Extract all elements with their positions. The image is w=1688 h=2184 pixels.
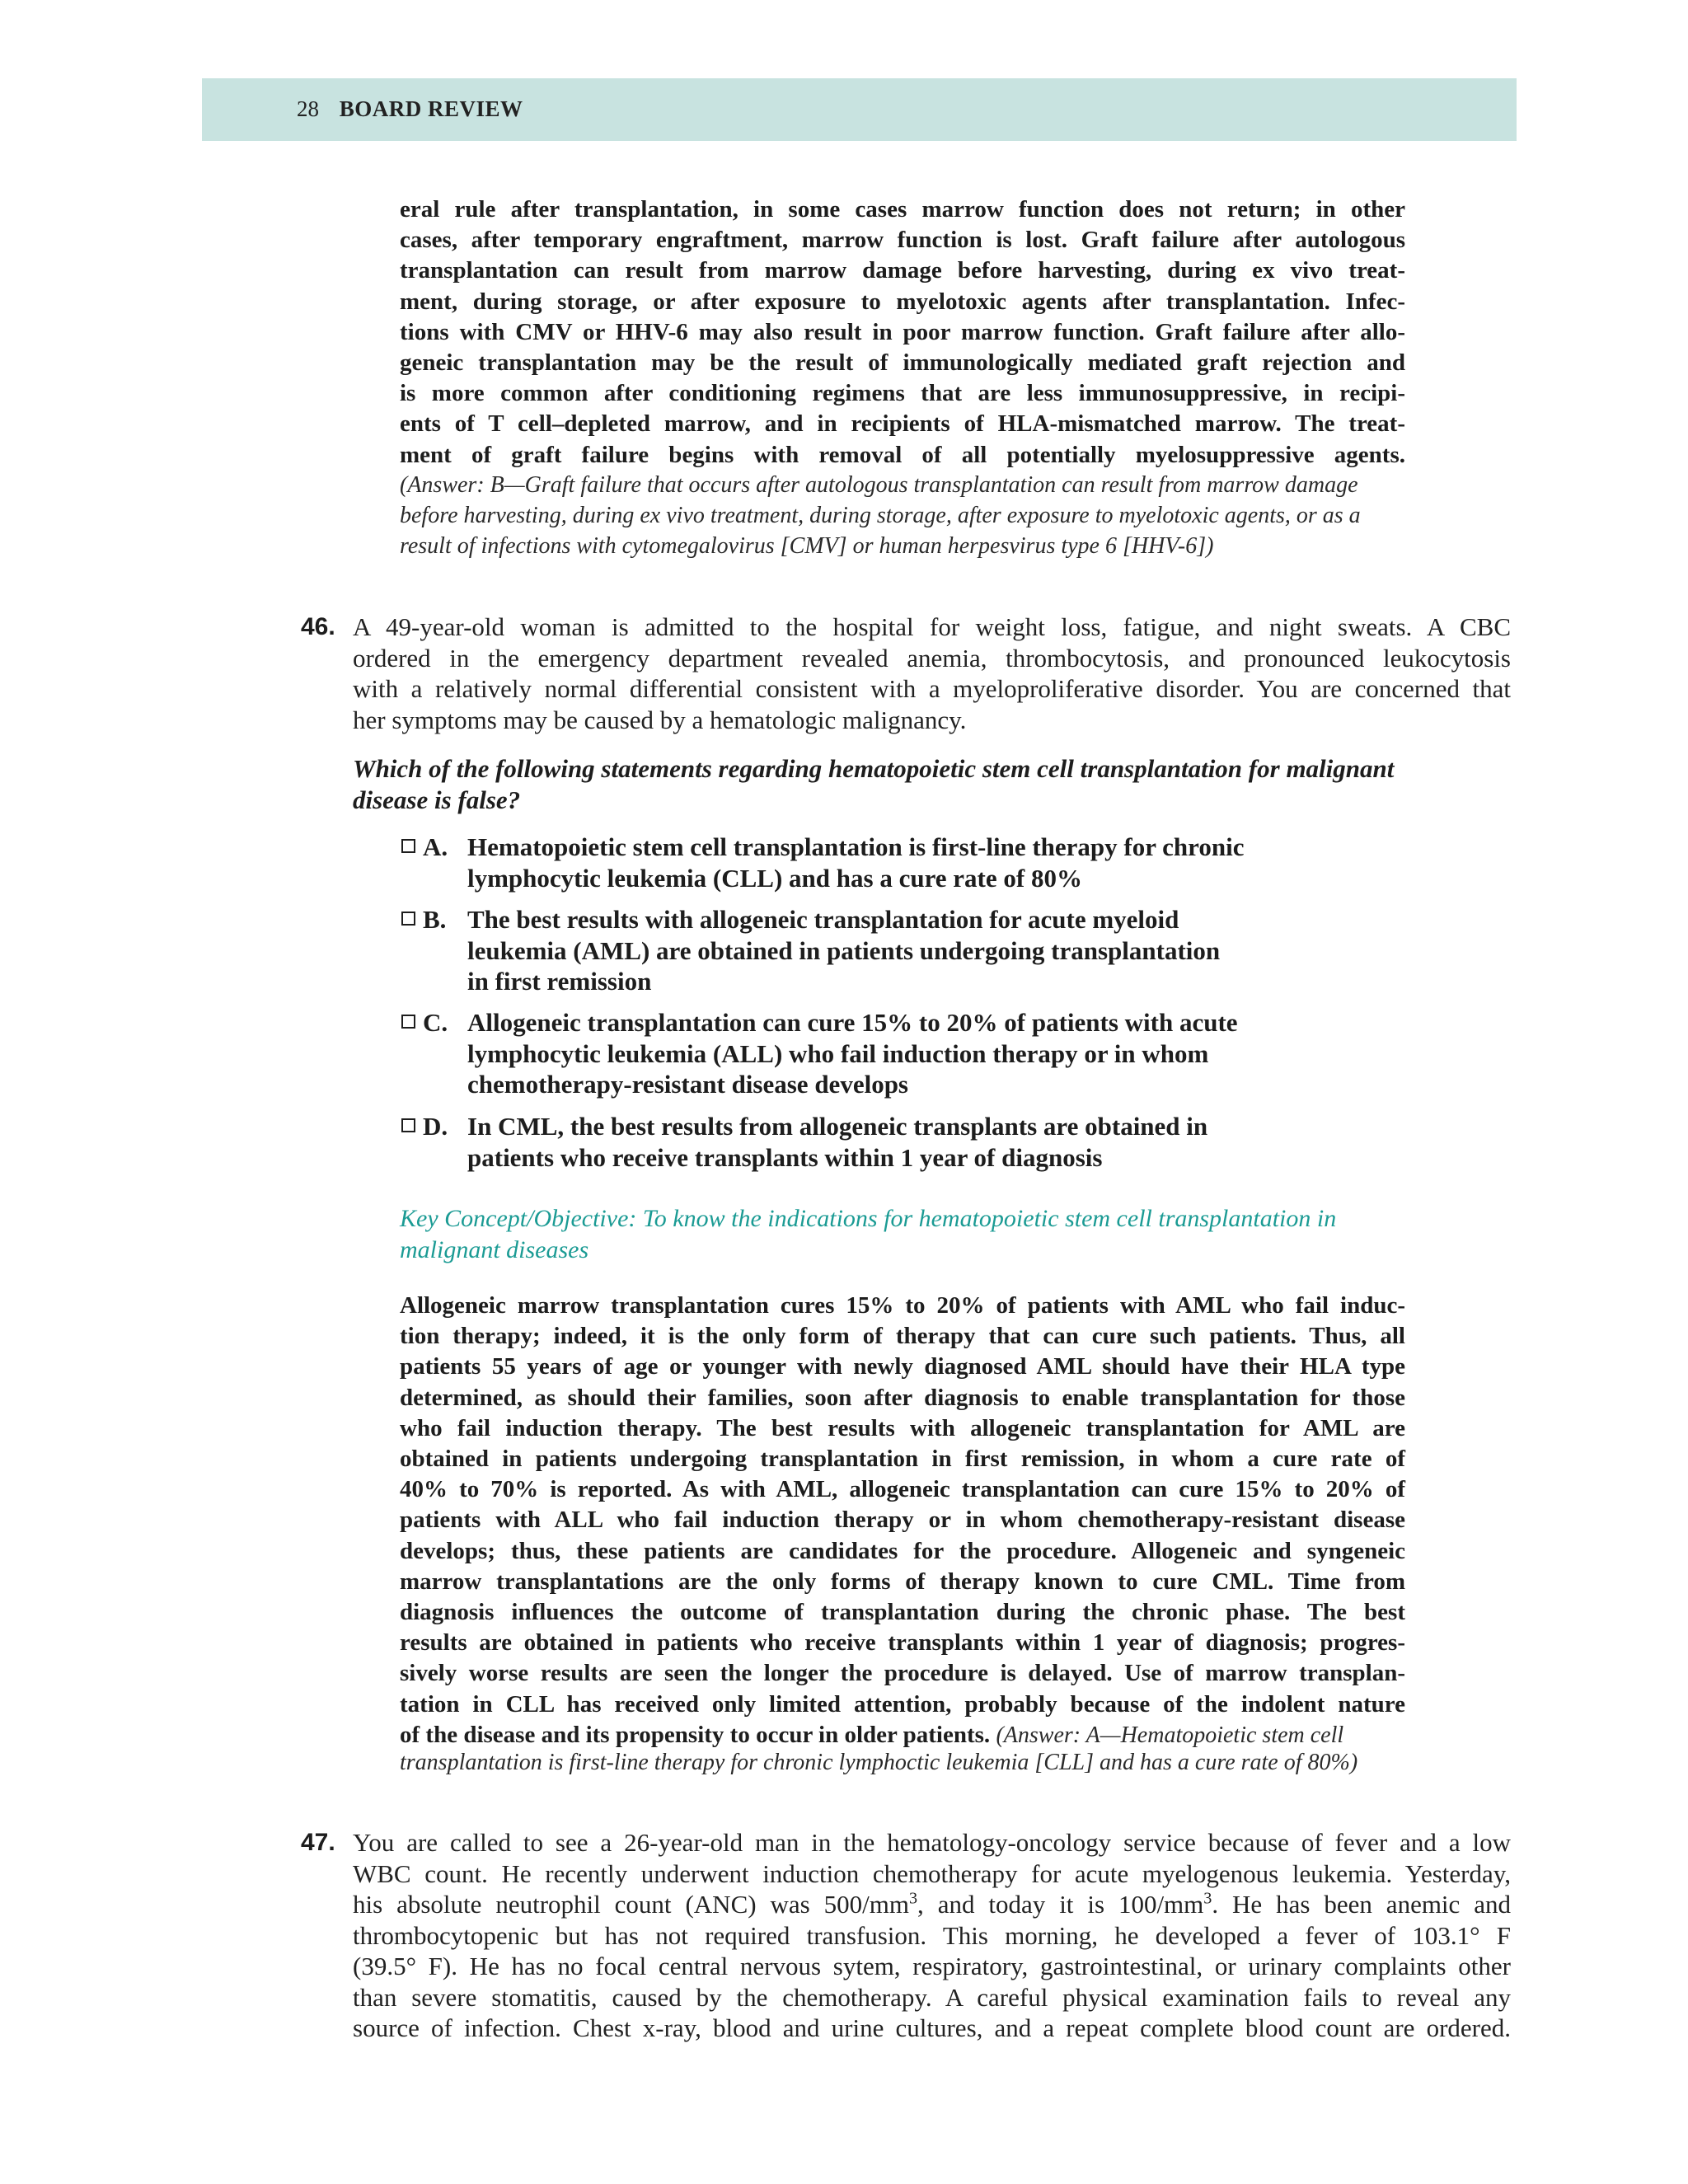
option-line: chemotherapy-resistant disease develops xyxy=(467,1070,908,1099)
option-a[interactable] xyxy=(401,832,1440,894)
option-line: The best results with allogeneic transplantation for acute myeloid xyxy=(467,905,1179,934)
q46-stem-line: ordered in the emergency department revealed anemia, thrombocytosis, and pronounced leukocytosis xyxy=(353,643,1511,673)
q46-explanation xyxy=(400,1291,1405,1750)
q47-text-part: his absolute neutrophil count (ANC) was 500/mm xyxy=(353,1890,909,1919)
checkbox-icon[interactable] xyxy=(401,1118,415,1132)
q46-answer-line2: transplantation is first-line therapy for chronic lymphoctic leukemia [CLL] and has a cure rate of 80%) xyxy=(400,1750,1358,1775)
option-line: leukemia (AML) are obtained in patients undergoing transplantation xyxy=(467,935,1221,965)
option-line: patients who receive transplants within 1 year of diagnosis xyxy=(467,1142,1103,1172)
running-title: BOARD REVIEW xyxy=(339,96,523,121)
q47-stem-line: (39.5° F). He has no focal central nervous sytem, respiratory, gastrointestinal, or urinary complaints other xyxy=(353,1952,1511,1980)
q45-line: ment of graft failure begins with removal of all potentially myelosuppressive agents. xyxy=(400,441,1405,468)
option-d[interactable] xyxy=(401,1111,1440,1174)
option-c[interactable] xyxy=(401,1007,1440,1101)
page-number: 28 xyxy=(297,96,319,121)
q47-stem-line: WBC count. He recently underwent induction chemotherapy for acute myelogenous leukemia. Yesterday, xyxy=(353,1858,1511,1888)
running-header xyxy=(297,96,523,122)
checkbox-icon[interactable] xyxy=(401,839,415,853)
option-text xyxy=(467,832,1245,893)
q47-stem-line: source of infection. Chest x-ray, blood and urine cultures, and a repeat complete blood count are ordered. xyxy=(353,2013,1511,2042)
q46-expl-line: tation in CLL has received only limited attention, probably because of the indolent nature xyxy=(400,1690,1405,1718)
q45-explanation xyxy=(400,194,1405,471)
option-letter: B. xyxy=(423,905,447,934)
q46-expl-line: Allogeneic marrow transplantation cures 15% to 20% of patients with AML who fail induc- xyxy=(400,1292,1405,1319)
q47-stem-line: thrombocytopenic but has not required transfusion. This morning, he developed a fever of 103.1° F xyxy=(353,1920,1511,1950)
option-text xyxy=(467,1111,1207,1173)
q45-line: transplantation can result from marrow damage before harvesting, during ex vivo treat- xyxy=(400,257,1405,284)
checkbox-icon[interactable] xyxy=(401,912,415,926)
key-concept-line: malignant diseases xyxy=(400,1235,589,1263)
q46-expl-line: develops; thus, these patients are candidates for the procedure. Allogeneic and syngeneic xyxy=(400,1537,1405,1564)
q45-line: tions with CMV or HHV-6 may also result in poor marrow function. Graft failure after allo- xyxy=(400,318,1405,345)
option-text xyxy=(467,1007,1238,1100)
option-line: lymphocytic leukemia (CLL) and has a cure rate of 80% xyxy=(467,863,1082,893)
option-letter: C. xyxy=(423,1008,448,1037)
q45-line: cases, after temporary engraftment, marrow function is lost. Graft failure after autologous xyxy=(400,227,1405,254)
option-line: Hematopoietic stem cell transplantation is first-line therapy for chronic xyxy=(467,832,1245,861)
option-letter: D. xyxy=(423,1112,448,1141)
q45-line: ment, during storage, or after exposure to myelotoxic agents after transplantation. Infec- xyxy=(400,288,1405,315)
q46-expl-line: results are obtained in patients who receive transplants within 1 year of diagnosis; progres- xyxy=(400,1629,1405,1657)
q47-stem-line: You are called to see a 26-year-old man in the hematology-oncology service because of fever and a low xyxy=(353,1828,1511,1857)
q46-expl-line: tion therapy; indeed, it is the only form of therapy that can cure such patients. Thus, all xyxy=(400,1323,1405,1350)
q47-stem-line xyxy=(353,1889,1511,1920)
q46-expl-line: diagnosis influences the outcome of transplantation during the chronic phase. The best xyxy=(400,1599,1405,1626)
q45-answer-line: before harvesting, during ex vivo treatment, during storage, after exposure to myelotoxic agents, or as a xyxy=(400,503,1361,528)
q46-expl-line: patients with ALL who fail induction therapy or in whom chemotherapy-resistant disease xyxy=(400,1507,1405,1534)
q45-answer xyxy=(400,470,1405,561)
option-b[interactable] xyxy=(401,904,1440,998)
q47-stem xyxy=(353,1827,1511,2044)
q45-answer-line: result of infections with cytomegalovirus [CMV] or human herpesvirus type 6 [HHV-6]) xyxy=(400,533,1214,559)
q46-expl-line: 40% to 70% is reported. As with AML, allogeneic transplantation can cure 15% to 20% of xyxy=(400,1476,1405,1503)
q46-expl-line: obtained in patients undergoing transplantation in first remission, in whom a cure rate of xyxy=(400,1446,1405,1473)
q46-expl-last-bold: of the disease and its propensity to occur in older patients. xyxy=(400,1721,991,1748)
option-line: Allogeneic transplantation can cure 15% to 20% of patients with acute xyxy=(467,1008,1238,1037)
q45-line: eral rule after transplantation, in some cases marrow function does not return; in other xyxy=(400,196,1405,223)
q45-line: geneic transplantation may be the result of immunologically mediated graft rejection and xyxy=(400,349,1405,377)
q46-prompt xyxy=(353,753,1507,816)
option-line: in first remission xyxy=(467,967,652,996)
superscript: 3 xyxy=(908,1889,918,1908)
q45-line: ents of T cell–depleted marrow, and in recipients of HLA-mismatched marrow. The treat- xyxy=(400,410,1405,438)
q46-answer-inline: (Answer: A—Hematopoietic stem cell xyxy=(996,1722,1344,1748)
q45-line: is more common after conditioning regimens that are less immunosuppressive, in recipi- xyxy=(400,380,1405,407)
question-number-47: 47. xyxy=(301,1829,335,1856)
key-concept-line: Key Concept/Objective: To know the indications for hematopoietic stem cell transplantation in xyxy=(400,1205,1337,1232)
q46-prompt-line: Which of the following statements regarding hematopoietic stem cell transplantation for malignant xyxy=(353,754,1395,783)
q46-stem xyxy=(353,612,1511,735)
q47-text-part: . He has been anemic and xyxy=(1212,1890,1511,1919)
option-line: In CML, the best results from allogeneic transplants are obtained in xyxy=(467,1112,1208,1141)
q46-expl-line: who fail induction therapy. The best results with allogeneic transplantation for AML are xyxy=(400,1414,1405,1441)
q46-prompt-line: disease is false? xyxy=(353,785,521,814)
q47-text-part: , and today it is 100/mm xyxy=(917,1890,1204,1919)
q46-expl-line: sively worse results are seen the longer the procedure is delayed. Use of marrow transplan- xyxy=(400,1660,1405,1687)
q46-expl-line: marrow transplantations are the only forms of therapy known to cure CML. Time from xyxy=(400,1568,1405,1595)
option-text xyxy=(467,904,1220,997)
q45-answer-line: (Answer: B—Graft failure that occurs after autologous transplantation can result from marrow damage xyxy=(400,472,1358,498)
q46-stem-line: her symptoms may be caused by a hematologic malignancy. xyxy=(353,705,967,734)
key-concept xyxy=(400,1203,1471,1265)
q46-expl-line: patients 55 years of age or younger with newly diagnosed AML should have their HLA type xyxy=(400,1353,1405,1380)
q46-expl-last-line xyxy=(400,1720,1405,1750)
q46-stem-line: A 49-year-old woman is admitted to the hospital for weight loss, fatigue, and night sweats. A CBC xyxy=(353,612,1511,641)
q46-stem-line: with a relatively normal differential consistent with a myeloproliferative disorder. You are concerned that xyxy=(353,674,1511,703)
option-line: lymphocytic leukemia (ALL) who fail induction therapy or in whom xyxy=(467,1038,1209,1068)
option-letter: A. xyxy=(423,832,448,861)
superscript: 3 xyxy=(1203,1889,1212,1908)
question-number-46: 46. xyxy=(301,613,335,640)
checkbox-icon[interactable] xyxy=(401,1015,415,1029)
q46-expl-line: determined, as should their families, soon after diagnosis to enable transplantation for those xyxy=(400,1384,1405,1411)
q47-stem-line: than severe stomatitis, caused by the chemotherapy. A careful physical examination fails to reveal any xyxy=(353,1982,1511,2012)
